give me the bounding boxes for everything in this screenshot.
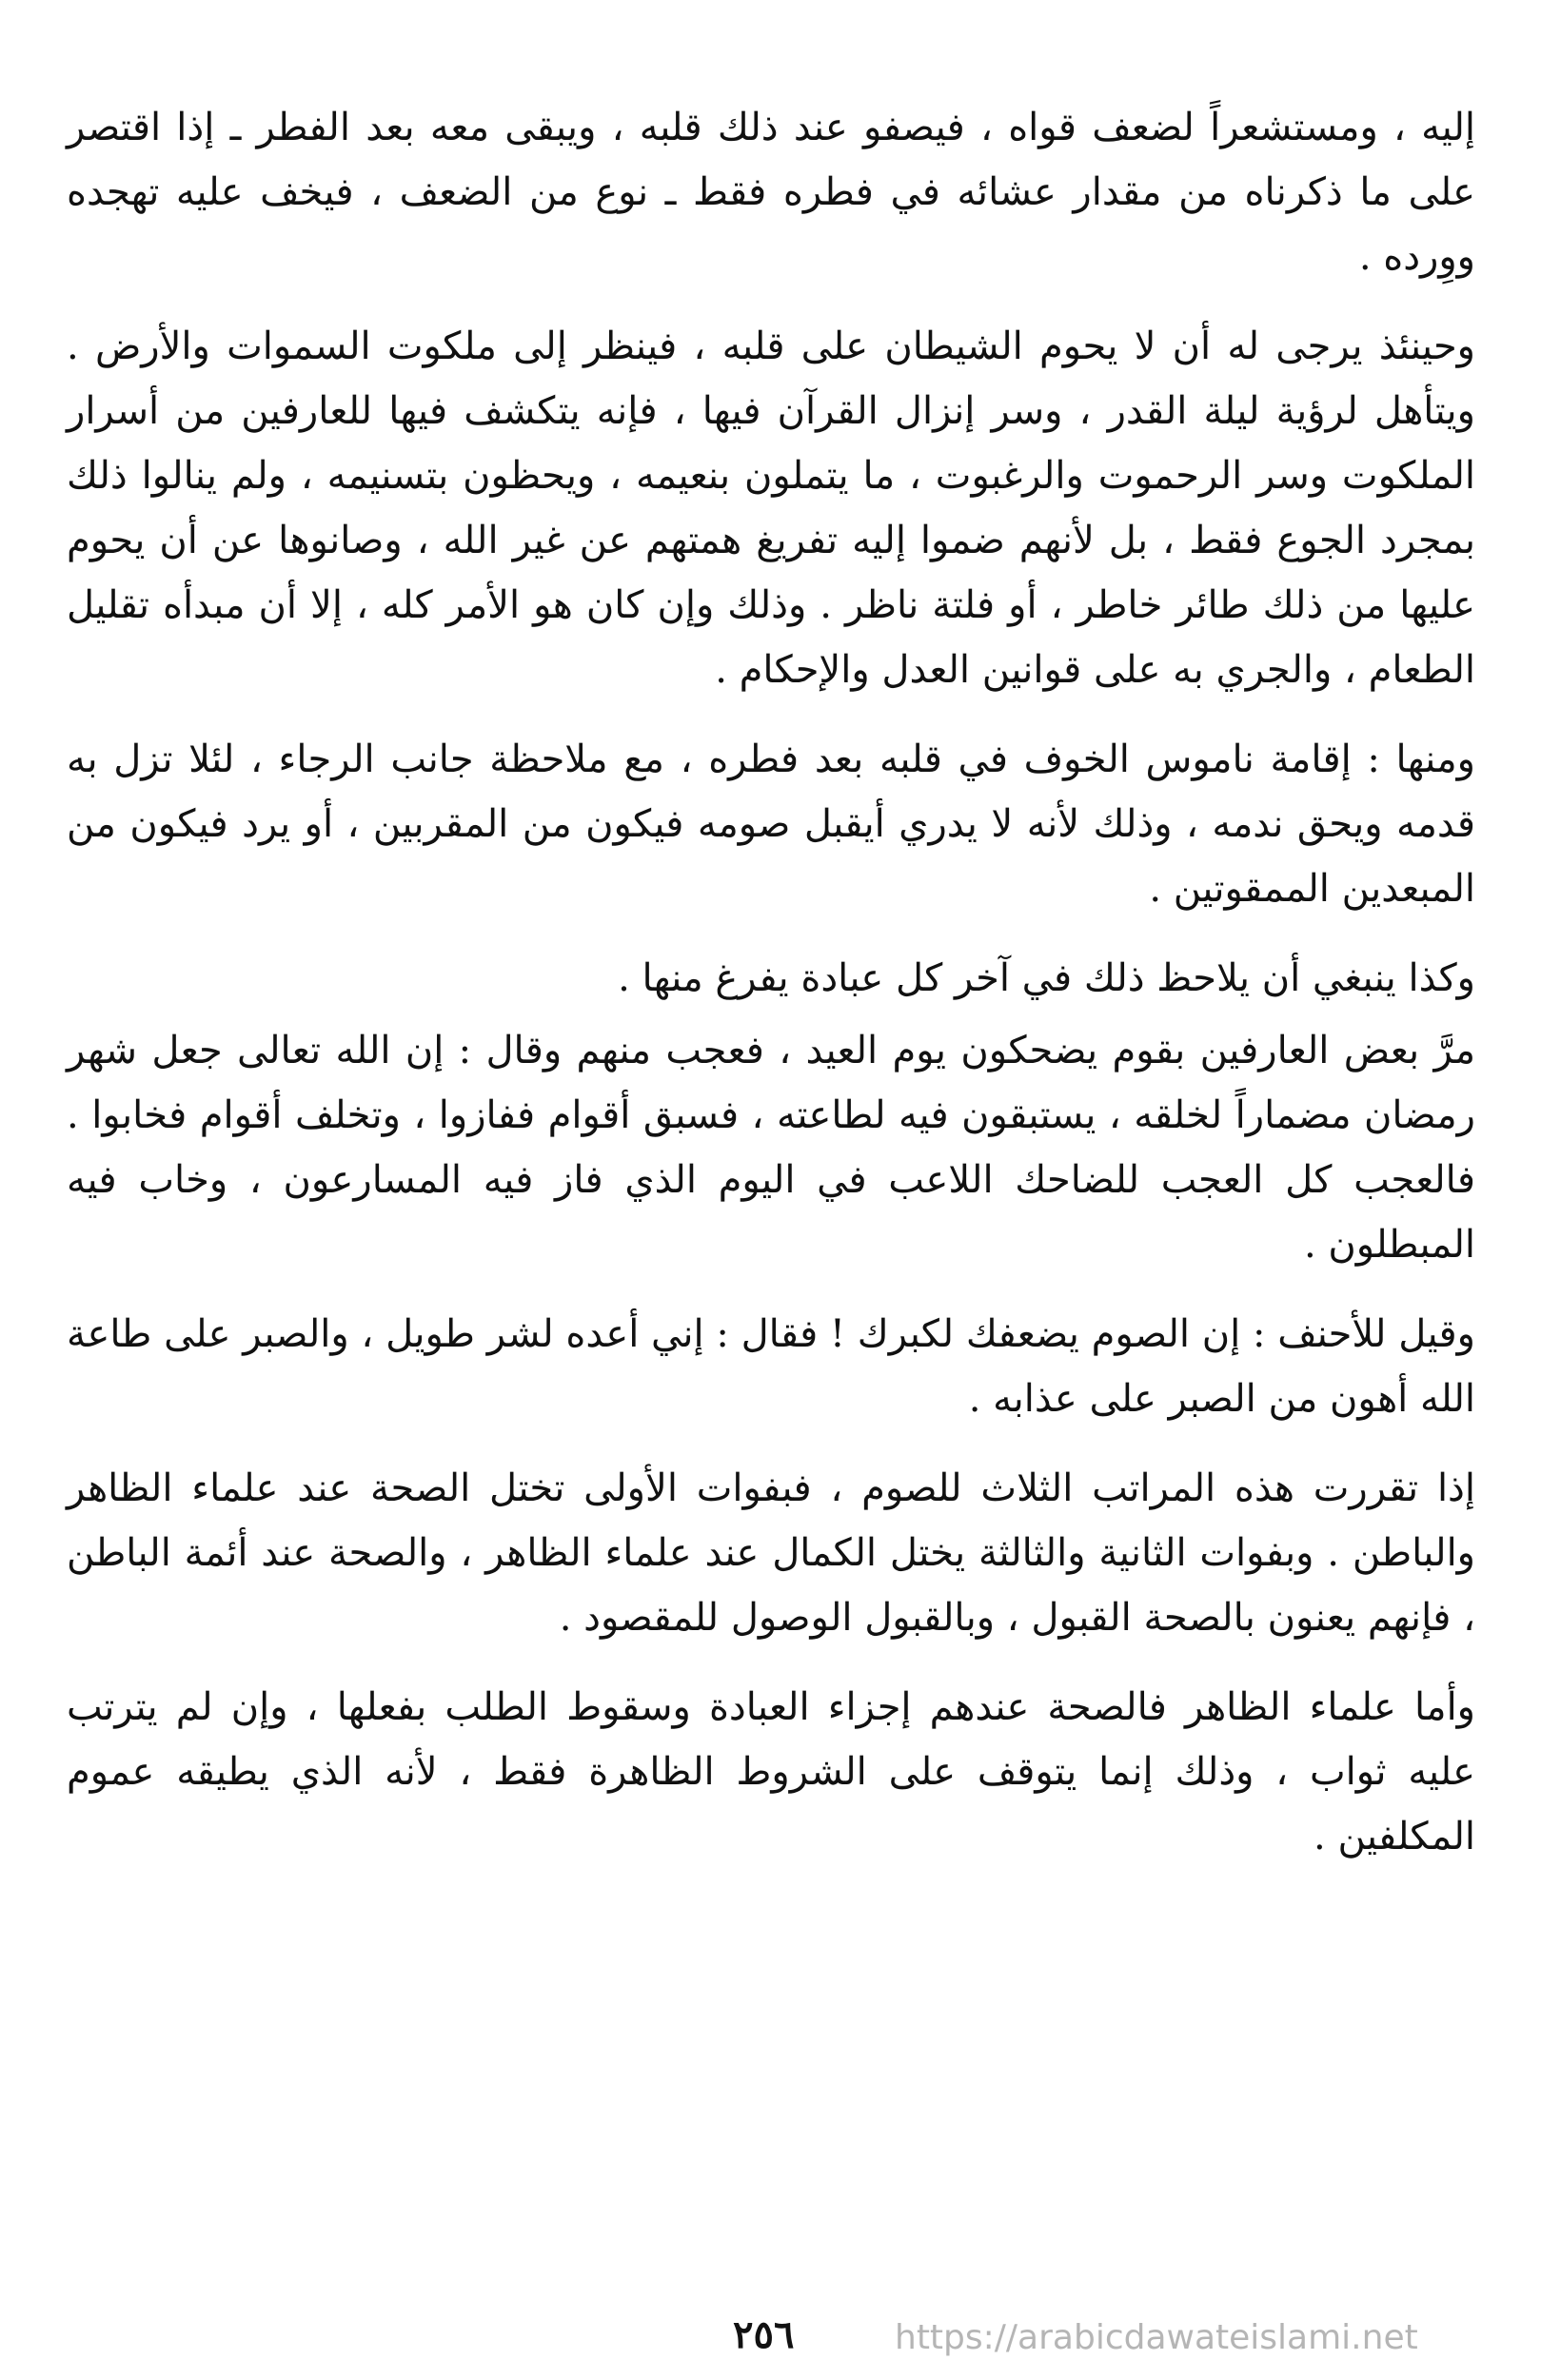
watermark-url: https://arabicdawateislami.net xyxy=(895,2318,1418,2357)
page-number: ٢٥٦ xyxy=(733,2312,795,2357)
paragraph: وقيل للأحنف : إن الصوم يضعفك لكبرك ! فقال : إني أعده لشر طويل ، والصبر على طاعة الله أهون من الصبر على عذابه . xyxy=(67,1312,1475,1421)
paragraph: وكذا ينبغي أن يلاحظ ذلك في آخر كل عبادة يفرغ منها . xyxy=(618,956,1475,1000)
paragraph: ومنها : إقامة ناموس الخوف في قلبه بعد فطره ، مع ملاحظة جانب الرجاء ، لئلا تزل به قدمه ويحق ندمه ، وذلك لأنه لا يدري أيقبل صومه فيكون من المقربين ، أو يرد فيكون من المبعدين الممقوتين . xyxy=(67,738,1475,911)
paragraph: مرَّ بعض العارفين بقوم يضحكون يوم العيد ، فعجب منهم وقال : إن الله تعالى جعل شهر رمضان مضماراً لخلقه ، يستبقون فيه لطاعته ، فسبق أقوام ففازوا ، وتخلف أقوام فخابوا . فالعجب كل العجب للضاحك اللاعب في اليوم الذي فاز فيه المسارعون ، وخاب فيه المبطلون . xyxy=(67,1029,1475,1267)
page-footer xyxy=(67,2312,1475,2370)
paragraph: وأما علماء الظاهر فالصحة عندهم إجزاء العبادة وسقوط الطلب بفعلها ، وإن لم يترتب عليه ثواب ، وذلك إنما يتوقف على الشروط الظاهرة فقط ، لأنه الذي يطيقه عموم المكلفين . xyxy=(67,1685,1475,1859)
book-page xyxy=(67,95,1475,2360)
paragraph: إذا تقررت هذه المراتب الثلاث للصوم ، فبفوات الأولى تختل الصحة عند علماء الظاهر والباطن . وبفوات الثانية والثالثة يختل الكمال عند علماء الظاهر ، والصحة عند أئمة الباطن ، فإنهم يعنون بالصحة القبول ، وبالقبول الوصول للمقصود . xyxy=(67,1466,1475,1640)
paragraph: وحينئذ يرجى له أن لا يحوم الشيطان على قلبه ، فينظر إلى ملكوت السموات والأرض . ويتأهل لرؤية ليلة القدر ، وسر إنزال القرآن فيها ، فإنه يتكشف فيها للعارفين من أسرار الملكوت وسر الرحموت والرغبوت ، ما يتملون بنعيمه ، ويحظون بتسنيمه ، ولم ينالوا ذلك بمجرد الجوع فقط ، بل لأنهم ضموا إليه تفريغ همتهم عن غير الله ، وصانوها عن أن يحوم عليها من ذلك طائر خاطر ، أو فلتة ناظر . وذلك وإن كان هو الأمر كله ، إلا أن مبدأه تقليل الطعام ، والجري به على قوانين العدل والإحكام . xyxy=(67,325,1475,692)
paragraph: إليه ، ومستشعراً لضعف قواه ، فيصفو عند ذلك قلبه ، ويبقى معه بعد الفطر ـ إذا اقتصر على ما ذكرناه من مقدار عشائه في فطره فقط ـ نوع من الضعف ، فيخف عليه تهجده ووِرده . xyxy=(67,106,1475,279)
body-text xyxy=(67,95,1475,1869)
